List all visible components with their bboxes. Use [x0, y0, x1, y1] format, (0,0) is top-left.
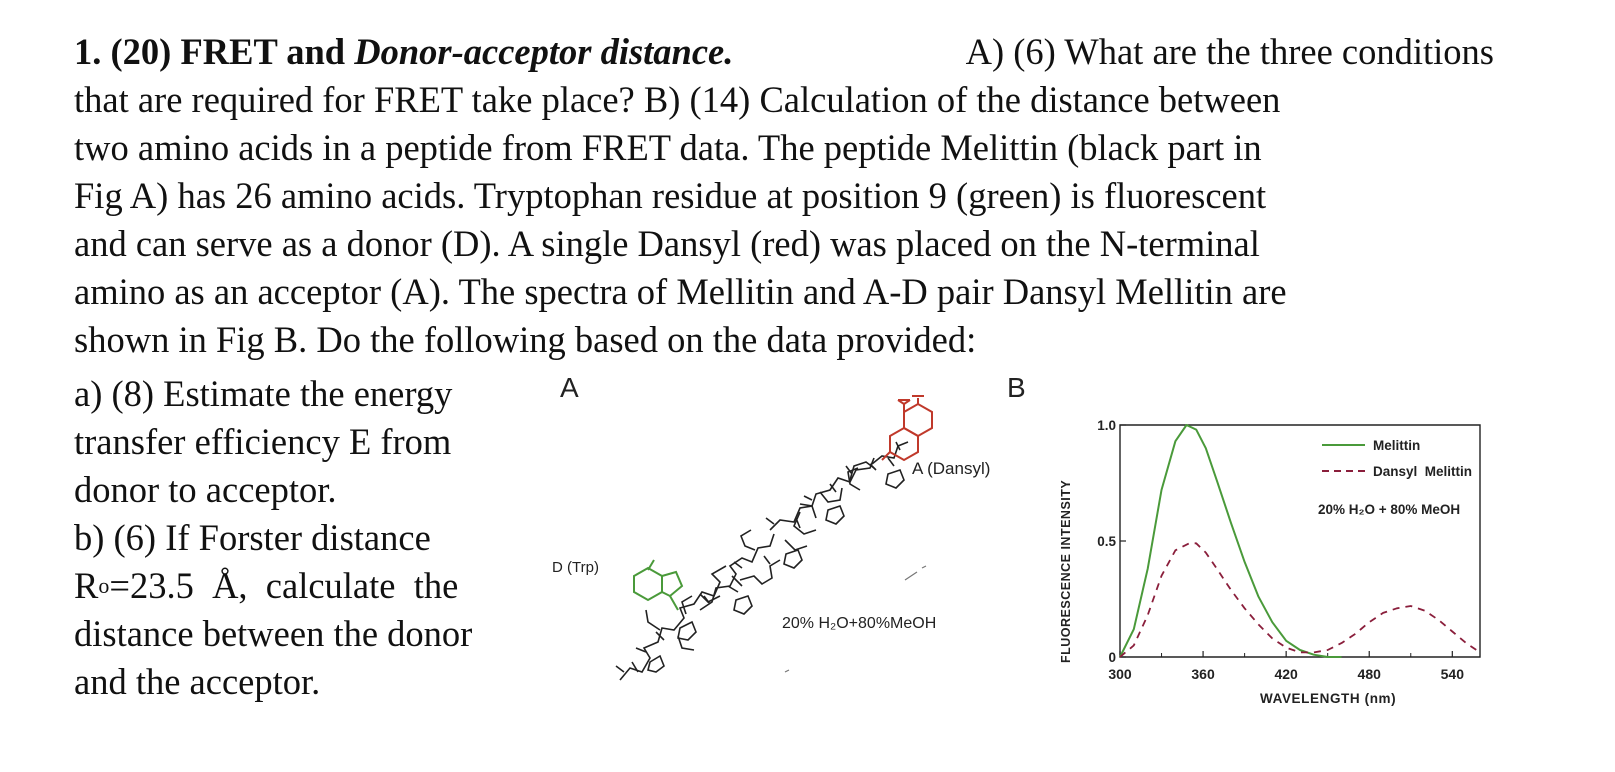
donor-trp-structure: [634, 560, 682, 610]
question-text-line: two amino acids in a peptide from FRET data. The peptide Melittin (black part in: [74, 127, 1262, 168]
donor-label: D (Trp): [552, 559, 599, 576]
forster-subscript: o: [98, 573, 110, 598]
legend-melittin-label: Melittin: [1373, 438, 1421, 453]
figure-a-label: A: [560, 372, 579, 403]
subquestion-a-line: a) (8) Estimate the energy: [74, 373, 453, 414]
question-paragraph: [74, 28, 1494, 364]
subquestion-b-line: and the acceptor.: [74, 661, 321, 702]
subquestion-a-line: transfer efficiency E from: [74, 421, 452, 462]
chart-ticks: [1097, 418, 1464, 682]
question-text-line: and can serve as a donor (D). A single Dansyl (red) was placed on the N-terminal: [74, 223, 1260, 264]
question-text-line: amino as an acceptor (A). The spectra of Mellitin and A-D pair Dansyl Mellitin are: [74, 271, 1287, 312]
acceptor-label: A (Dansyl): [912, 459, 991, 478]
x-tick-label: 420: [1274, 666, 1298, 682]
x-tick-label: 480: [1357, 666, 1381, 682]
x-tick-label: 300: [1108, 666, 1132, 682]
y-tick-label: 0.5: [1097, 534, 1116, 549]
subquestions: [74, 370, 544, 706]
subquestion-b-line: b) (6) If Forster distance: [74, 517, 431, 558]
question-text-line: shown in Fig B. Do the following based on the data provided:: [74, 319, 977, 360]
legend-solvent-label: 20% H₂O + 80% MeOH: [1318, 502, 1461, 517]
fluorescence-spectrum-chart: [1040, 405, 1580, 745]
y-axis-label: FLUORESCENCE INTENSITY: [1059, 479, 1073, 663]
peptide-backbone: [616, 442, 908, 680]
plot-frame: [1120, 425, 1480, 657]
figure-a-molecule: [552, 400, 1040, 710]
series-line-dansyl-melittin: [1120, 543, 1480, 657]
figure-b-label: B: [1007, 372, 1026, 403]
subquestion-b-line: distance between the donor: [74, 613, 473, 654]
series-line-melittin: [1120, 425, 1342, 657]
subquestion-a-line: donor to acceptor.: [74, 469, 337, 510]
question-text-line: Fig A) has 26 amino acids. Tryptophan residue at position 9 (green) is fluorescent: [74, 175, 1267, 216]
y-tick-label: 1.0: [1097, 418, 1116, 433]
question-points: (20): [110, 31, 172, 72]
question-text-line: that are required for FRET take place? B) (14) Calculation of the distance between: [74, 79, 1281, 120]
question-text-line: A) (6) What are the three conditions: [965, 31, 1494, 72]
x-tick-label: 360: [1191, 666, 1215, 682]
legend-dansyl-label: Dansyl Melittin: [1373, 464, 1473, 479]
question-title-bold: FRET and: [180, 31, 346, 72]
subquestion-b-line: [74, 562, 544, 610]
x-tick-label: 540: [1440, 666, 1464, 682]
x-axis-label: WAVELENGTH (nm): [1260, 691, 1397, 706]
y-tick-label: 0: [1108, 650, 1116, 665]
acceptor-dansyl-structure: [882, 396, 932, 460]
forster-value: =23.5 Å, calculate the: [109, 565, 459, 606]
chart-axes: [1120, 425, 1480, 657]
question-line-1: [74, 28, 1494, 76]
forster-symbol: R: [74, 565, 99, 606]
question-number: 1.: [74, 31, 102, 72]
solvent-label-a: 20% H₂O+80%MeOH: [782, 615, 937, 632]
question-title-italic: Donor-acceptor distance.: [354, 31, 734, 72]
chart-series: [1120, 425, 1480, 657]
